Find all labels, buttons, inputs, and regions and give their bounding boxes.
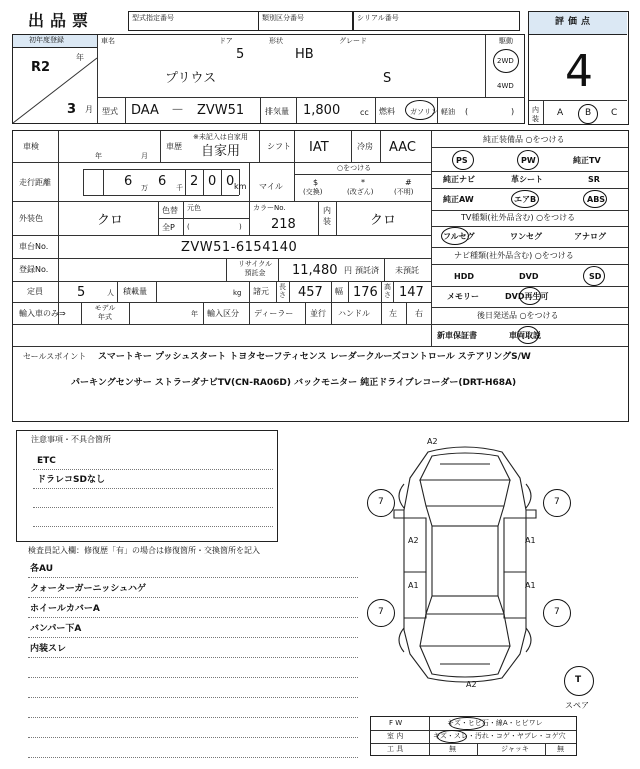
diagram-left-rear-mark: A1 — [408, 581, 419, 590]
import-class-label: 輸入区分 — [207, 309, 239, 318]
tire-rear-right-value: 7 — [554, 607, 560, 617]
recycle-value: 11,480 — [292, 263, 338, 278]
full-paren-open: ( — [187, 223, 190, 231]
fuel-paren-open: ( — [465, 107, 469, 116]
fuel-light-oil: 軽油 — [441, 108, 455, 116]
selling-points-line2: パーキングセンサー ストラーダナビTV(CN-RA06D) バックモニター 純正ドライブレコーダー(DRT-H68A) — [71, 378, 517, 388]
interior-grade-b: B — [585, 108, 592, 118]
tire-rear-left-value: 7 — [378, 607, 384, 617]
color-no-label: カラーNo. — [253, 204, 286, 212]
first-reg-label: 初年度登録 — [29, 36, 64, 44]
equipment-airbag: エアB — [514, 195, 537, 204]
drive-2wd: 2WD — [497, 57, 514, 65]
notes-line-1: ETC — [37, 456, 56, 466]
meter-exchange-symbol: $ — [313, 178, 319, 187]
equipment-abs: ABS — [587, 195, 606, 204]
recycle-label: リサイクル預託金 — [237, 260, 273, 277]
navi-memory: メモリー — [447, 292, 479, 301]
equipment-ps: PS — [456, 156, 468, 165]
drive-4wd: 4WD — [497, 82, 514, 90]
mileage-unit-man: 万 — [141, 184, 148, 192]
aircon-label: 冷房 — [357, 142, 373, 151]
full-paren-close: ) — [239, 223, 242, 231]
handle-label: ハンドル — [338, 309, 370, 318]
equipment-ps-circle — [452, 150, 474, 170]
handle-right: 右 — [415, 309, 423, 318]
meter-tampered-label: (改ざん) — [347, 188, 374, 196]
mileage-digit-5: 0 — [226, 174, 235, 189]
model-value: ZVW51 — [197, 103, 245, 118]
displacement-label: 排気量 — [265, 107, 289, 116]
mileage-unit-km: km — [234, 182, 247, 191]
selling-points-line1: スマートキー プッシュスタート トヨタセーフティセンス レーダークルーズコントロール ステアリングS/W — [98, 352, 531, 362]
interior-grade-c: C — [611, 108, 618, 118]
door-label: ドア — [219, 37, 233, 45]
legend-tools-label: 工 具 — [387, 745, 404, 753]
serial-label: シリアル番号 — [357, 14, 399, 22]
capacity-value: 5 — [77, 285, 86, 300]
equipment-navi: 純正ナビ — [443, 175, 475, 184]
first-reg-era: R2 — [31, 60, 51, 75]
model-prefix: DAA — [131, 103, 159, 118]
document-title: 出品票 — [28, 11, 95, 30]
first-reg-month-unit: 月 — [85, 105, 93, 114]
car-diagram — [370, 437, 560, 690]
model-year-label: モデル年式 — [94, 304, 116, 321]
door-value: 5 — [236, 47, 245, 62]
navi-hdd: HDD — [454, 272, 474, 281]
model-label: 型式 — [102, 107, 118, 116]
fuel-gasoline: ガソリン — [410, 108, 438, 116]
legend-tools-value: 無 — [449, 745, 456, 753]
diagram-right-rear-mark: A1 — [525, 581, 536, 590]
recycle-paid: 預託済 — [355, 266, 379, 275]
notes-line-2: ドラレコSDなし — [37, 475, 105, 485]
recycle-unpaid: 未預託 — [395, 266, 419, 275]
legend-jack-value: 無 — [557, 745, 564, 753]
displacement-value: 1,800 — [303, 103, 341, 118]
later-title: 後日発送品 ○をつける — [477, 311, 559, 320]
legend-fw-circle — [449, 717, 485, 730]
meter-exchange-label: (交換) — [303, 188, 323, 196]
later-warranty: 新車保証書 — [437, 331, 477, 340]
tire-front-left-value: 7 — [378, 497, 384, 507]
navi-dvd: DVD — [519, 272, 539, 281]
legend-table — [370, 716, 577, 756]
dims-label: 諸元 — [253, 287, 269, 296]
mile-label: マイル — [259, 182, 283, 191]
notes-label: 注意事項・不具合箇所 — [31, 435, 111, 444]
equipment-leather: 革シート — [511, 175, 543, 184]
tv-oneseg: ワンセグ — [510, 232, 542, 241]
chassis-value: ZVW51-6154140 — [181, 240, 298, 255]
inspection-month-unit: 月 — [141, 152, 148, 160]
load-unit: kg — [233, 289, 242, 297]
selling-points-label: セールスポイント — [23, 352, 87, 361]
equipment-pw: PW — [521, 156, 536, 165]
import-label: 輸入車のみ⇒ — [19, 309, 66, 318]
meter-unknown-symbol: # — [405, 178, 412, 187]
registration-label: 登録No. — [19, 265, 49, 274]
shape-value: HB — [295, 47, 314, 62]
import-parallel: 並行 — [310, 309, 326, 318]
grade-value: S — [383, 71, 392, 86]
length-value: 457 — [298, 285, 323, 300]
mileage-digit-2: 6 — [158, 174, 167, 189]
tire-front-right-value: 7 — [554, 497, 560, 507]
navi-dvd-playable: DVD再生可 — [505, 292, 549, 301]
inspection-year-unit: 年 — [95, 152, 102, 160]
model-dash: － — [171, 103, 185, 118]
interior-grade-label: 内装 — [532, 106, 539, 123]
import-year-unit: 年 — [191, 310, 198, 318]
type-designation-label: 型式指定番号 — [132, 14, 174, 22]
grade-label: グレード — [339, 37, 367, 45]
serial-box — [353, 11, 520, 31]
tv-analog: アナログ — [574, 232, 606, 241]
capacity-unit: 人 — [107, 289, 114, 297]
score-value: 4 — [565, 46, 593, 97]
aircon-value: AAC — [389, 140, 416, 155]
diagram-front-mark: A2 — [427, 437, 438, 446]
mileage-digit-4: 0 — [208, 174, 217, 189]
inspector-line-4: バンパー下A — [30, 624, 82, 634]
diagram-left-front-mark: A2 — [408, 536, 419, 545]
displacement-unit: cc — [360, 108, 369, 117]
shift-label: シフト — [267, 142, 291, 151]
equipment-sr: SR — [588, 175, 600, 184]
fuel-paren-close: ) — [511, 107, 515, 116]
width-value: 176 — [353, 285, 378, 300]
navi-sd: SD — [589, 272, 602, 281]
legend-interior-text: キズ・スレ・汚れ・コゲ・ヤブレ・コゲ穴 — [433, 732, 566, 740]
spare-tire-mark: T — [575, 675, 582, 685]
equipment-pw-circle — [517, 150, 539, 170]
chassis-label: 車台No. — [19, 242, 49, 251]
inspector-line-3: ホイールカバーA — [30, 604, 100, 614]
interior-grade-a: A — [557, 108, 564, 118]
equipment-airbag-circle — [511, 190, 539, 208]
type-designation-box — [128, 11, 261, 31]
spare-label: スペア — [565, 701, 589, 710]
tv-fullseg: フルセグ — [443, 232, 475, 241]
interior-color-value: クロ — [370, 213, 397, 228]
shift-value: IAT — [309, 140, 329, 155]
handle-left: 左 — [389, 309, 397, 318]
recycle-unit: 円 — [344, 266, 352, 275]
equipment-abs-circle — [583, 190, 607, 208]
fuel-selected-circle — [405, 100, 435, 120]
interior-grade-selected-circle — [578, 104, 598, 124]
tv-fullseg-circle — [441, 227, 469, 245]
fuel-label: 燃料 — [379, 107, 395, 116]
first-reg-month: 3 — [67, 102, 77, 117]
later-manual: 車両取説 — [509, 331, 541, 340]
height-label: 高さ — [384, 283, 391, 299]
later-manual-circle — [517, 326, 539, 344]
inspector-line-2: クォーターガーニッシュハゲ — [30, 584, 147, 594]
tv-type-title: TV種類(社外品含む) ○をつける — [461, 213, 576, 222]
equipment-title: 純正装備品 ○をつける — [483, 135, 565, 144]
exterior-color-label: 外装色 — [19, 214, 43, 223]
mileage-label: 走行距離 — [19, 178, 51, 187]
legend-interior-circle — [437, 730, 467, 743]
category-label: 類別区分番号 — [262, 14, 304, 22]
color-change-label: 色替 — [162, 206, 178, 215]
original-color-label: 元色 — [187, 204, 201, 212]
drive-2wd-circle — [493, 49, 519, 73]
diagram-right-front-mark: A1 — [525, 536, 536, 545]
navi-dvd-playable-circle — [519, 287, 541, 305]
load-label: 積載量 — [123, 287, 147, 296]
car-name-value: プリウス — [165, 71, 217, 86]
equipment-tv: 純正TV — [573, 156, 601, 165]
legend-jack-label: ジャッキ — [501, 745, 529, 753]
legend-fw-text: キズ・ヒビ石・線A・ヒビワレ — [447, 719, 543, 727]
color-no-value: 218 — [271, 217, 296, 232]
meter-circle-note: ○をつける — [337, 164, 372, 172]
vehicle-block — [12, 34, 525, 124]
history-label: 車歴 — [166, 142, 182, 151]
height-value: 147 — [399, 285, 424, 300]
first-reg-year-unit: 年 — [76, 53, 84, 62]
history-note: ※未記入は自家用 — [193, 133, 248, 141]
navi-type-title: ナビ種類(社外品含む) ○をつける — [454, 251, 574, 260]
equipment-aw: 純正AW — [443, 195, 474, 204]
mileage-digit-1: 6 — [124, 174, 133, 189]
history-value: 自家用 — [201, 144, 241, 159]
mileage-digit-3: 2 — [190, 174, 199, 189]
inspection-label: 車検 — [23, 142, 39, 151]
inspector-line-5: 内装スレ — [30, 644, 67, 654]
capacity-label: 定員 — [27, 287, 43, 296]
meter-unknown-label: (不明) — [394, 188, 414, 196]
shape-label: 形状 — [269, 37, 283, 45]
score-box — [528, 11, 629, 125]
length-label: 長さ — [279, 283, 286, 299]
details-grid — [12, 130, 629, 422]
exterior-color-value: クロ — [97, 213, 124, 228]
diagram-rear-mark: A2 — [466, 680, 477, 689]
category-box — [258, 11, 353, 31]
meter-tampered-symbol: * — [361, 178, 365, 187]
legend-fw-label: F W — [389, 719, 403, 727]
full-paint-label: 全P — [162, 223, 175, 232]
legend-interior-label: 室 内 — [387, 732, 404, 740]
import-dealer: ディーラー — [254, 309, 294, 318]
width-label: 幅 — [335, 287, 343, 296]
navi-sd-circle — [583, 266, 605, 286]
inspector-label: 検査員記入欄：修復歴「有」の場合は修復箇所・交換箇所を記入 — [28, 546, 260, 555]
interior-color-label: 内装 — [323, 206, 331, 226]
car-name-label: 車名 — [101, 37, 115, 45]
score-label: 評価点 — [555, 17, 595, 27]
notes-box — [16, 430, 278, 542]
inspector-line-1: 各AU — [30, 564, 53, 574]
mileage-unit-sen: 千 — [176, 184, 183, 192]
drive-label: 駆動 — [499, 37, 513, 45]
